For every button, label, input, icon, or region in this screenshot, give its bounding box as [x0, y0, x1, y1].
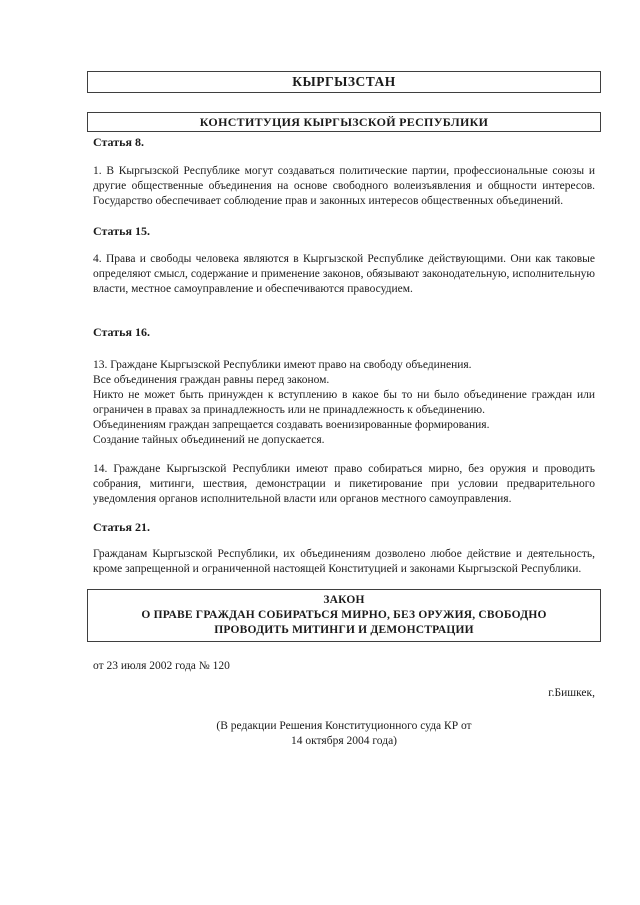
article-paragraph: Гражданам Кыргызской Республики, их объединениям дозволено любое действие и деятельность, кроме запрещенной и ограниченной настоящей Конституцией и законами Кыргызской Республики. — [93, 548, 595, 575]
country-title-box: КЫРГЫЗСТАН — [87, 71, 601, 93]
article-paragraph: Все объединения граждан равны перед законом. — [93, 374, 330, 386]
law-title-box — [87, 589, 601, 642]
city-label: г.Бишкек, — [548, 686, 595, 699]
article-heading: Статья 8. — [93, 135, 144, 149]
document-footer — [93, 659, 595, 749]
article-heading: Статья 16. — [93, 325, 150, 339]
constitution-title-box: КОНСТИТУЦИЯ КЫРГЫЗСКОЙ РЕСПУБЛИКИ — [87, 112, 601, 132]
revision-line1: (В редакции Решения Конституционного суда КР от — [216, 719, 472, 732]
law-subtitle-line2: ПРОВОДИТЬ МИТИНГИ И ДЕМОНСТРАЦИИ — [214, 624, 474, 636]
article-paragraph: Никто не может быть принужден к вступлению в какое бы то ни было объединение граждан или ограничен в правах за принадлежность или не принадлежность к объединению. — [93, 389, 595, 416]
article-paragraph-group — [93, 358, 595, 448]
adoption-date: от 23 июля 2002 года № 120 — [93, 660, 230, 672]
article-section-16 — [93, 325, 595, 507]
article-paragraph: 13. Граждане Кыргызской Республики имеют право на свободу объединения. — [93, 359, 472, 371]
article-paragraph: Объединениям граждан запрещается создавать военизированные формирования. — [93, 419, 490, 431]
document-body — [93, 135, 595, 577]
law-subtitle-line1: О ПРАВЕ ГРАЖДАН СОБИРАТЬСЯ МИРНО, БЕЗ ОРУЖИЯ, СВОБОДНО — [141, 609, 547, 621]
article-section-21 — [93, 520, 595, 577]
article-paragraph: Создание тайных объединений не допускается. — [93, 434, 325, 446]
law-title: ЗАКОН — [323, 594, 365, 606]
article-heading: Статья 15. — [93, 224, 150, 238]
article-paragraph: 4. Права и свободы человека являются в Кыргызской Республике действующими. Они как таковые определяют смысл, содержание и применение законов, обязывают законодательную, исполнительную власти, местное самоуправление и обеспечиваются правосудием. — [93, 253, 595, 295]
article-section-8 — [93, 135, 595, 209]
revision-line2: 14 октября 2004 года) — [291, 734, 397, 747]
article-section-15 — [93, 224, 595, 297]
article-heading: Статья 21. — [93, 520, 150, 534]
article-paragraph: 1. В Кыргызской Республике могут создаваться политические партии, профессиональные союзы и другие общественные объединения на основе свободного волеизъявления и общности интересов. Государство обеспечивает соблюдение прав и законных интересов общественных объединений. — [93, 165, 595, 207]
revision-note — [93, 719, 595, 749]
article-paragraph: 14. Граждане Кыргызской Республики имеют право собираться мирно, без оружия и проводить собрания, митинги, шествия, демонстрации и пикетирование при условии предварительного уведомления органов исполнительной власти или органов местного самоуправления. — [93, 463, 595, 505]
